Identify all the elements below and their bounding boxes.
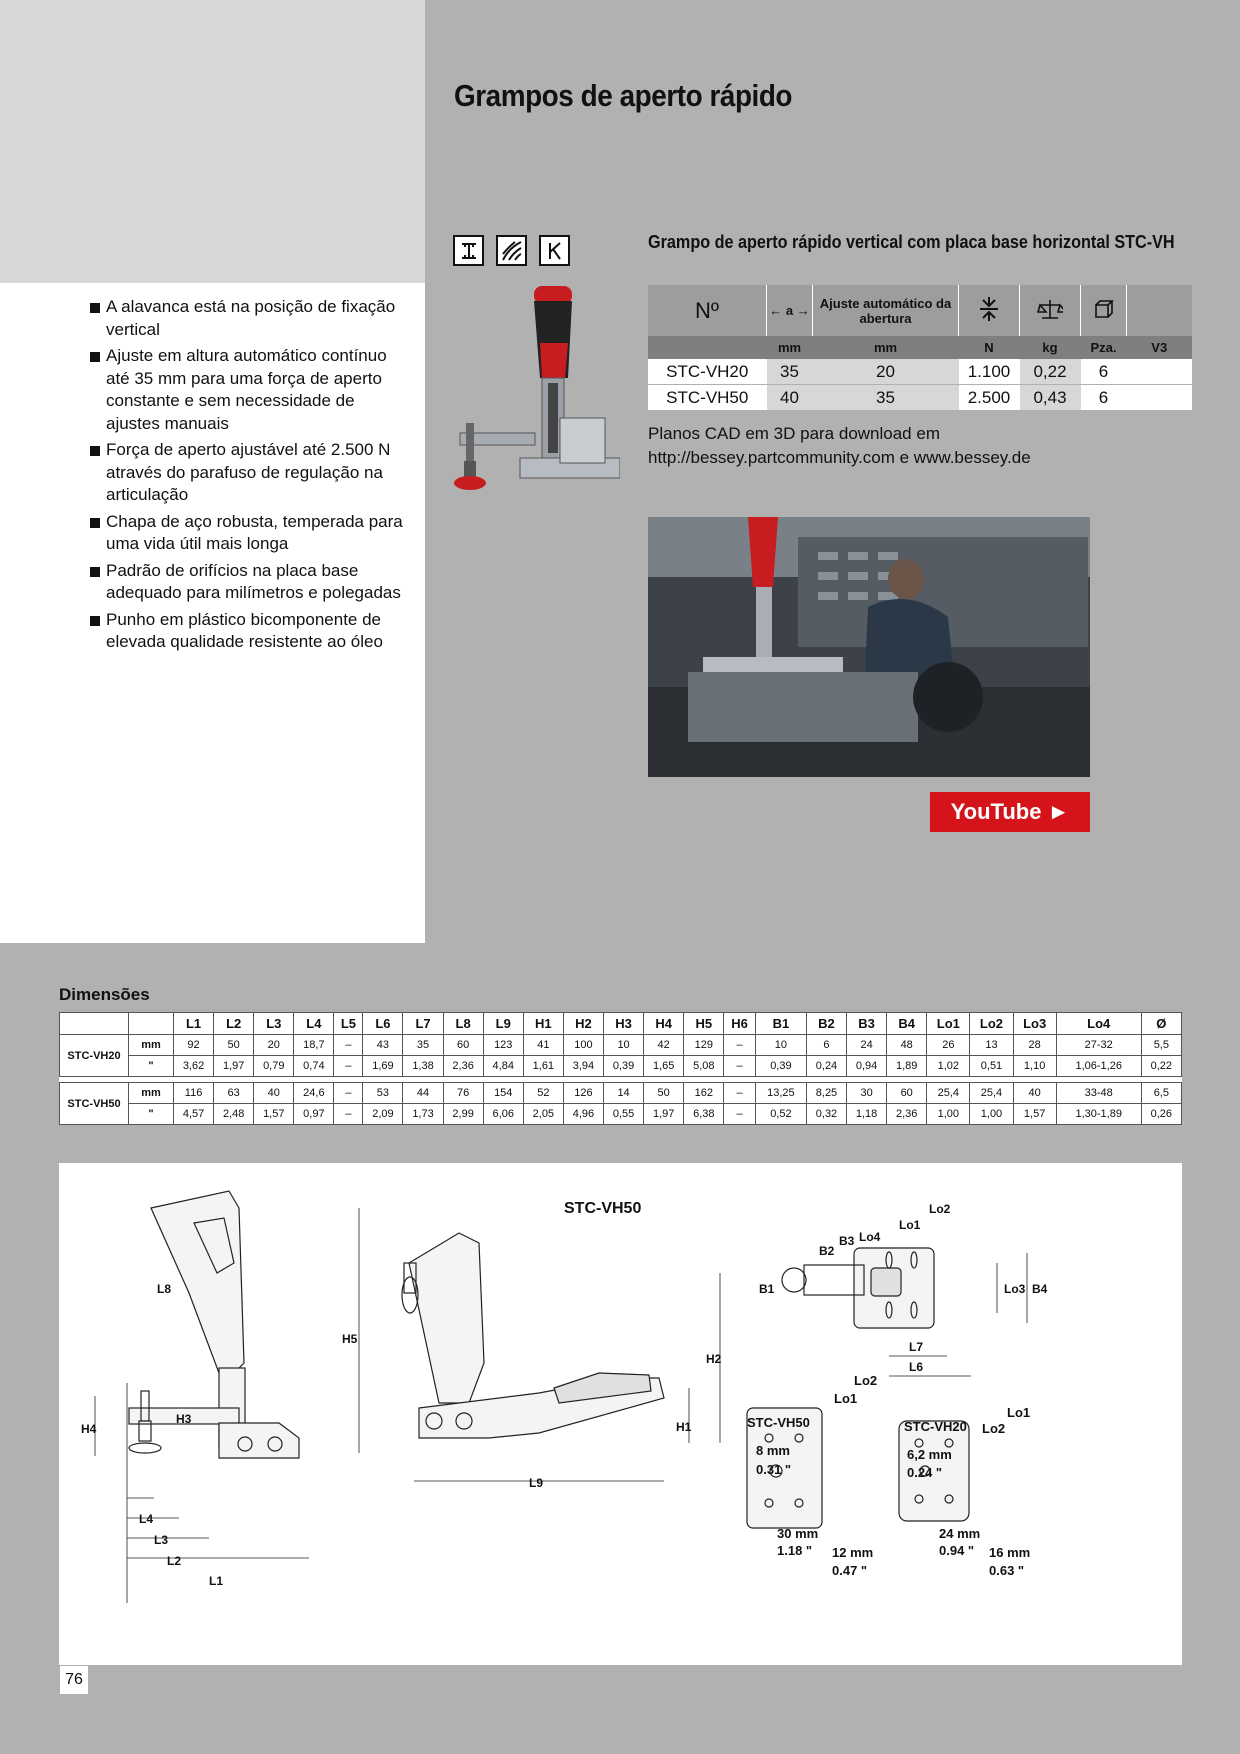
spec-cell [1127, 359, 1193, 385]
dimensions-cell: 116 [174, 1083, 214, 1104]
dimensions-cell: 41 [523, 1035, 563, 1056]
spec-table [648, 285, 1192, 411]
dimensions-row [60, 1056, 1182, 1077]
vh50-v-in: 1.18 " [777, 1543, 813, 1558]
dimensions-column-header: B2 [806, 1013, 846, 1035]
dimensions-cell: – [724, 1104, 756, 1125]
technical-drawing [59, 1163, 1182, 1665]
header-blank [60, 1013, 129, 1035]
dimensions-column-header: H6 [724, 1013, 756, 1035]
dimensions-cell: 13,25 [755, 1083, 806, 1104]
dimensions-cell: 2,99 [443, 1104, 483, 1125]
dimensions-cell: 0,74 [294, 1056, 334, 1077]
dimensions-cell: 53 [363, 1083, 403, 1104]
dimensions-cell: 6,5 [1141, 1083, 1181, 1104]
vh20-v-in: 0.94 " [939, 1543, 975, 1558]
feature-item: Ajuste em altura automático contínuo até 35 mm para uma força de aperto constante e sem necessidade de ajustes manuais [88, 345, 408, 435]
dimensions-cell: 48 [887, 1035, 927, 1056]
spec-cell: 1.100 [959, 359, 1020, 385]
workshop-photo [648, 517, 1090, 777]
dim-label-L7: L7 [909, 1340, 924, 1354]
dim-label-L2: L2 [167, 1554, 182, 1568]
dimensions-column-header: B3 [847, 1013, 887, 1035]
dimensions-cell: 40 [1013, 1083, 1056, 1104]
dimensions-cell: 44 [403, 1083, 443, 1104]
K-profile-icon [539, 235, 570, 266]
dimensions-cell: 63 [214, 1083, 254, 1104]
vh50-h-mm: 12 mm [832, 1545, 874, 1560]
dimensions-cell: 92 [174, 1035, 214, 1056]
dimensions-cell: 27-32 [1056, 1035, 1141, 1056]
dimensions-cell: 24,6 [294, 1083, 334, 1104]
spec-cell: 40 [767, 385, 813, 411]
package-box-icon [1081, 285, 1127, 336]
dim-label-H1: H1 [676, 1420, 692, 1434]
feature-item: Chapa de aço robusta, temperada para uma vida útil mais longa [88, 511, 408, 556]
dimensions-model: STC-VH50 [60, 1083, 129, 1125]
dimensions-cell: 30 [847, 1083, 887, 1104]
dimensions-column-header: H2 [563, 1013, 603, 1035]
dimensions-cell: 2,36 [443, 1056, 483, 1077]
scale-weight-icon [1020, 285, 1081, 336]
unit-cell: mm [767, 336, 813, 359]
feature-item: Força de aperto ajustável até 2.500 N através do parafuso de regulação na articulação [88, 439, 408, 507]
vh20-lo1-label: Lo1 [1007, 1405, 1031, 1420]
dimensions-cell: 0,51 [970, 1056, 1013, 1077]
spec-row [648, 359, 1192, 385]
dim-label-L6: L6 [909, 1360, 924, 1374]
dimensions-title: Dimensões [59, 985, 150, 1004]
dimensions-cell: 1,06-1,26 [1056, 1056, 1141, 1077]
vh50-v-mm: 30 mm [777, 1526, 819, 1541]
clamp-product-photo [450, 283, 620, 553]
dimensions-cell: 0,39 [755, 1056, 806, 1077]
dimensions-column-header: H5 [684, 1013, 724, 1035]
vh20-h-in: 0.63 " [989, 1563, 1025, 1578]
dimensions-cell: 33-48 [1056, 1083, 1141, 1104]
dimensions-cell: 0,52 [755, 1104, 806, 1125]
vh50-lo2-label: Lo2 [854, 1373, 878, 1388]
dimensions-unit: " [129, 1104, 174, 1125]
dimensions-column-header: L4 [294, 1013, 334, 1035]
spec-cell [1127, 385, 1193, 411]
unit-cell [648, 336, 767, 359]
dimensions-cell: 40 [254, 1083, 294, 1104]
I-beam-icon [453, 235, 484, 266]
cad-note-line: Planos CAD em 3D para download em [648, 424, 940, 443]
dimensions-cell: 0,79 [254, 1056, 294, 1077]
drawing-title: STC-VH50 [564, 1200, 642, 1217]
youtube-button[interactable]: YouTube ► [930, 792, 1090, 832]
dimensions-cell: 123 [483, 1035, 523, 1056]
dim-label-Lo4: Lo4 [859, 1230, 881, 1244]
dimensions-cell: 4,96 [563, 1104, 603, 1125]
vh50-pattern-title: STC-VH50 [747, 1415, 810, 1430]
dimensions-table [59, 1012, 1182, 1125]
dimensions-column-header: H1 [523, 1013, 563, 1035]
dimensions-cell: 1,65 [644, 1056, 684, 1077]
dimensions-column-header: L3 [254, 1013, 294, 1035]
dimensions-cell: 1,57 [254, 1104, 294, 1125]
wood-grain-icon [496, 235, 527, 266]
dimensions-cell: 24 [847, 1035, 887, 1056]
dimensions-cell: 10 [755, 1035, 806, 1056]
dimensions-cell: – [334, 1083, 363, 1104]
dimensions-cell: 14 [604, 1083, 644, 1104]
dimensions-cell: 25,4 [927, 1083, 970, 1104]
dimensions-cell: – [724, 1035, 756, 1056]
cad-download-note [648, 422, 1031, 470]
spec-col-auto-adjust: Ajuste automático da abertura [813, 285, 959, 336]
dimensions-column-header: B1 [755, 1013, 806, 1035]
spec-cell: 35 [813, 385, 959, 411]
dimensions-cell: – [724, 1083, 756, 1104]
dimensions-header-row [60, 1013, 1182, 1035]
material-icons [453, 235, 570, 266]
dimensions-cell: 60 [887, 1083, 927, 1104]
unit-cell: kg [1020, 336, 1081, 359]
dimensions-cell: 35 [403, 1035, 443, 1056]
dim-label-Lo1: Lo1 [899, 1218, 921, 1232]
dimensions-cell: 4,84 [483, 1056, 523, 1077]
dimensions-cell: 100 [563, 1035, 603, 1056]
spec-cell: 2.500 [959, 385, 1020, 411]
dimensions-row [60, 1104, 1182, 1125]
dimensions-cell: 126 [563, 1083, 603, 1104]
dimensions-column-header: Ø [1141, 1013, 1181, 1035]
dimensions-cell: 0,24 [806, 1056, 846, 1077]
dimensions-cell: 2,36 [887, 1104, 927, 1125]
dimensions-cell: 10 [604, 1035, 644, 1056]
dimensions-cell: 1,73 [403, 1104, 443, 1125]
dimensions-cell: 0,39 [604, 1056, 644, 1077]
spec-col-number: Nº [648, 285, 767, 336]
page-title: Grampos de aperto rápido [454, 78, 793, 113]
dimensions-cell: 1,89 [887, 1056, 927, 1077]
unit-cell: Pza. [1081, 336, 1127, 359]
spec-model: STC-VH50 [648, 385, 767, 411]
vh20-lo2-label: Lo2 [982, 1421, 1006, 1436]
dim-label-L8: L8 [157, 1282, 172, 1296]
spec-row [648, 385, 1192, 411]
unit-cell: V3 [1127, 336, 1193, 359]
dimensions-unit: mm [129, 1083, 174, 1104]
dimensions-column-header: Lo2 [970, 1013, 1013, 1035]
dim-label-B2: B2 [819, 1244, 835, 1258]
dim-label-H5: H5 [342, 1332, 358, 1346]
dimensions-cell: 0,26 [1141, 1104, 1181, 1125]
dim-label-Lo3: Lo3 [1004, 1282, 1026, 1296]
dimensions-cell: 8,25 [806, 1083, 846, 1104]
dimensions-cell: 2,09 [363, 1104, 403, 1125]
dimensions-cell: 50 [214, 1035, 254, 1056]
vh20-h-mm: 16 mm [989, 1545, 1031, 1560]
dimensions-cell: 43 [363, 1035, 403, 1056]
dimensions-cell: 3,62 [174, 1056, 214, 1077]
dimensions-cell: 162 [684, 1083, 724, 1104]
dimensions-cell: 154 [483, 1083, 523, 1104]
dimensions-row [60, 1035, 1182, 1056]
spec-col-v3 [1127, 285, 1193, 336]
dim-label-B4: B4 [1032, 1282, 1048, 1296]
vh50-d-in: 0.31 " [756, 1462, 792, 1477]
dimensions-column-header: L1 [174, 1013, 214, 1035]
dimensions-cell: 0,22 [1141, 1056, 1181, 1077]
dimensions-cell: 0,32 [806, 1104, 846, 1125]
dimensions-column-header: H4 [644, 1013, 684, 1035]
spec-cell: 35 [767, 359, 813, 385]
dim-label-L1: L1 [209, 1574, 224, 1588]
dimensions-cell: 0,94 [847, 1056, 887, 1077]
dimensions-column-header: L8 [443, 1013, 483, 1035]
spec-model: STC-VH20 [648, 359, 767, 385]
dimensions-cell: 2,48 [214, 1104, 254, 1125]
dimensions-column-header: L6 [363, 1013, 403, 1035]
spec-col-a: ← a → [767, 285, 813, 336]
dimensions-model: STC-VH20 [60, 1035, 129, 1077]
force-icon [959, 285, 1020, 336]
product-heading: Grampo de aperto rápido vertical com placa base horizontal STC-VH [648, 232, 1175, 252]
dimensions-cell: 1,00 [970, 1104, 1013, 1125]
dimensions-cell: – [334, 1104, 363, 1125]
dimensions-column-header: L9 [483, 1013, 523, 1035]
dimensions-cell: 1,10 [1013, 1056, 1056, 1077]
cad-download-links[interactable]: http://bessey.partcommunity.com e www.bessey.de [648, 448, 1031, 467]
vh20-v-mm: 24 mm [939, 1526, 981, 1541]
dimensions-cell: 50 [644, 1083, 684, 1104]
dimensions-cell: 0,55 [604, 1104, 644, 1125]
dimensions-cell: 6,06 [483, 1104, 523, 1125]
dimensions-cell: 2,05 [523, 1104, 563, 1125]
spec-cell: 6 [1081, 359, 1127, 385]
dim-label-L9: L9 [529, 1476, 544, 1490]
dimensions-column-header: B4 [887, 1013, 927, 1035]
dimensions-cell: 60 [443, 1035, 483, 1056]
dimensions-column-header: L5 [334, 1013, 363, 1035]
dimensions-cell: 20 [254, 1035, 294, 1056]
dimensions-cell: 4,57 [174, 1104, 214, 1125]
dimensions-column-header: L2 [214, 1013, 254, 1035]
feature-item: A alavanca está na posição de fixação vertical [88, 296, 408, 341]
vh50-h-in: 0.47 " [832, 1563, 868, 1578]
vh50-lo1-label: Lo1 [834, 1391, 858, 1406]
dimensions-cell: 1,00 [927, 1104, 970, 1125]
dimensions-column-header: Lo1 [927, 1013, 970, 1035]
dimensions-unit: mm [129, 1035, 174, 1056]
dimensions-cell: 5,08 [684, 1056, 724, 1077]
dimensions-cell: 1,61 [523, 1056, 563, 1077]
dimensions-column-header: H3 [604, 1013, 644, 1035]
page-number: 76 [60, 1666, 88, 1694]
dimensions-column-header: L7 [403, 1013, 443, 1035]
unit-cell: mm [813, 336, 959, 359]
dim-label-B1: B1 [759, 1282, 775, 1296]
dimensions-cell: 13 [970, 1035, 1013, 1056]
dimensions-cell: 76 [443, 1083, 483, 1104]
dim-label-L3: L3 [154, 1533, 169, 1547]
feature-item: Padrão de orifícios na placa base adequado para milímetros e polegadas [88, 560, 408, 605]
dimensions-cell: 1,38 [403, 1056, 443, 1077]
dimensions-column-header: Lo4 [1056, 1013, 1141, 1035]
dim-label-H4: H4 [81, 1422, 97, 1436]
dim-label-H3: H3 [176, 1412, 192, 1426]
left-top-panel [0, 0, 425, 283]
dimensions-cell: 42 [644, 1035, 684, 1056]
dim-label-L4: L4 [139, 1512, 154, 1526]
dimensions-cell: 1,30-1,89 [1056, 1104, 1141, 1125]
vh20-d-mm: 6,2 mm [907, 1447, 952, 1462]
dimensions-cell: 1,97 [644, 1104, 684, 1125]
dimensions-cell: 28 [1013, 1035, 1056, 1056]
dim-label-H2: H2 [706, 1352, 722, 1366]
dimensions-row [60, 1083, 1182, 1104]
dimensions-cell: 6,38 [684, 1104, 724, 1125]
dimensions-unit: " [129, 1056, 174, 1077]
dimensions-cell: 1,18 [847, 1104, 887, 1125]
vh50-d-mm: 8 mm [756, 1443, 790, 1458]
spec-cell: 6 [1081, 385, 1127, 411]
dimensions-cell: 18,7 [294, 1035, 334, 1056]
spec-col-a-label: a [785, 303, 794, 318]
vh20-pattern-title: STC-VH20 [904, 1419, 967, 1434]
dimensions-cell: 1,97 [214, 1056, 254, 1077]
dim-label-B3: B3 [839, 1234, 855, 1248]
dimensions-cell: 129 [684, 1035, 724, 1056]
dimensions-cell: – [724, 1056, 756, 1077]
unit-cell: N [959, 336, 1020, 359]
vh20-d-in: 0.24 " [907, 1465, 943, 1480]
spec-cell: 0,22 [1020, 359, 1081, 385]
dimensions-cell: 3,94 [563, 1056, 603, 1077]
dimensions-cell: 1,69 [363, 1056, 403, 1077]
header-blank [129, 1013, 174, 1035]
dimensions-cell: 52 [523, 1083, 563, 1104]
feature-list [88, 296, 408, 658]
dimensions-column-header: Lo3 [1013, 1013, 1056, 1035]
spec-cell: 0,43 [1020, 385, 1081, 411]
spec-cell: 20 [813, 359, 959, 385]
dimensions-cell: 25,4 [970, 1083, 1013, 1104]
dimensions-cell: 1,57 [1013, 1104, 1056, 1125]
dim-label-Lo2: Lo2 [929, 1202, 951, 1216]
technical-drawing-area [59, 1163, 1182, 1665]
dimensions-cell: 5,5 [1141, 1035, 1181, 1056]
dimensions-cell: 26 [927, 1035, 970, 1056]
dimensions-cell: 1,02 [927, 1056, 970, 1077]
dimensions-cell: 6 [806, 1035, 846, 1056]
dimensions-cell: – [334, 1035, 363, 1056]
feature-item: Punho em plástico bicomponente de elevada qualidade resistente ao óleo [88, 609, 408, 654]
dimensions-cell: 0,97 [294, 1104, 334, 1125]
dimensions-cell: – [334, 1056, 363, 1077]
